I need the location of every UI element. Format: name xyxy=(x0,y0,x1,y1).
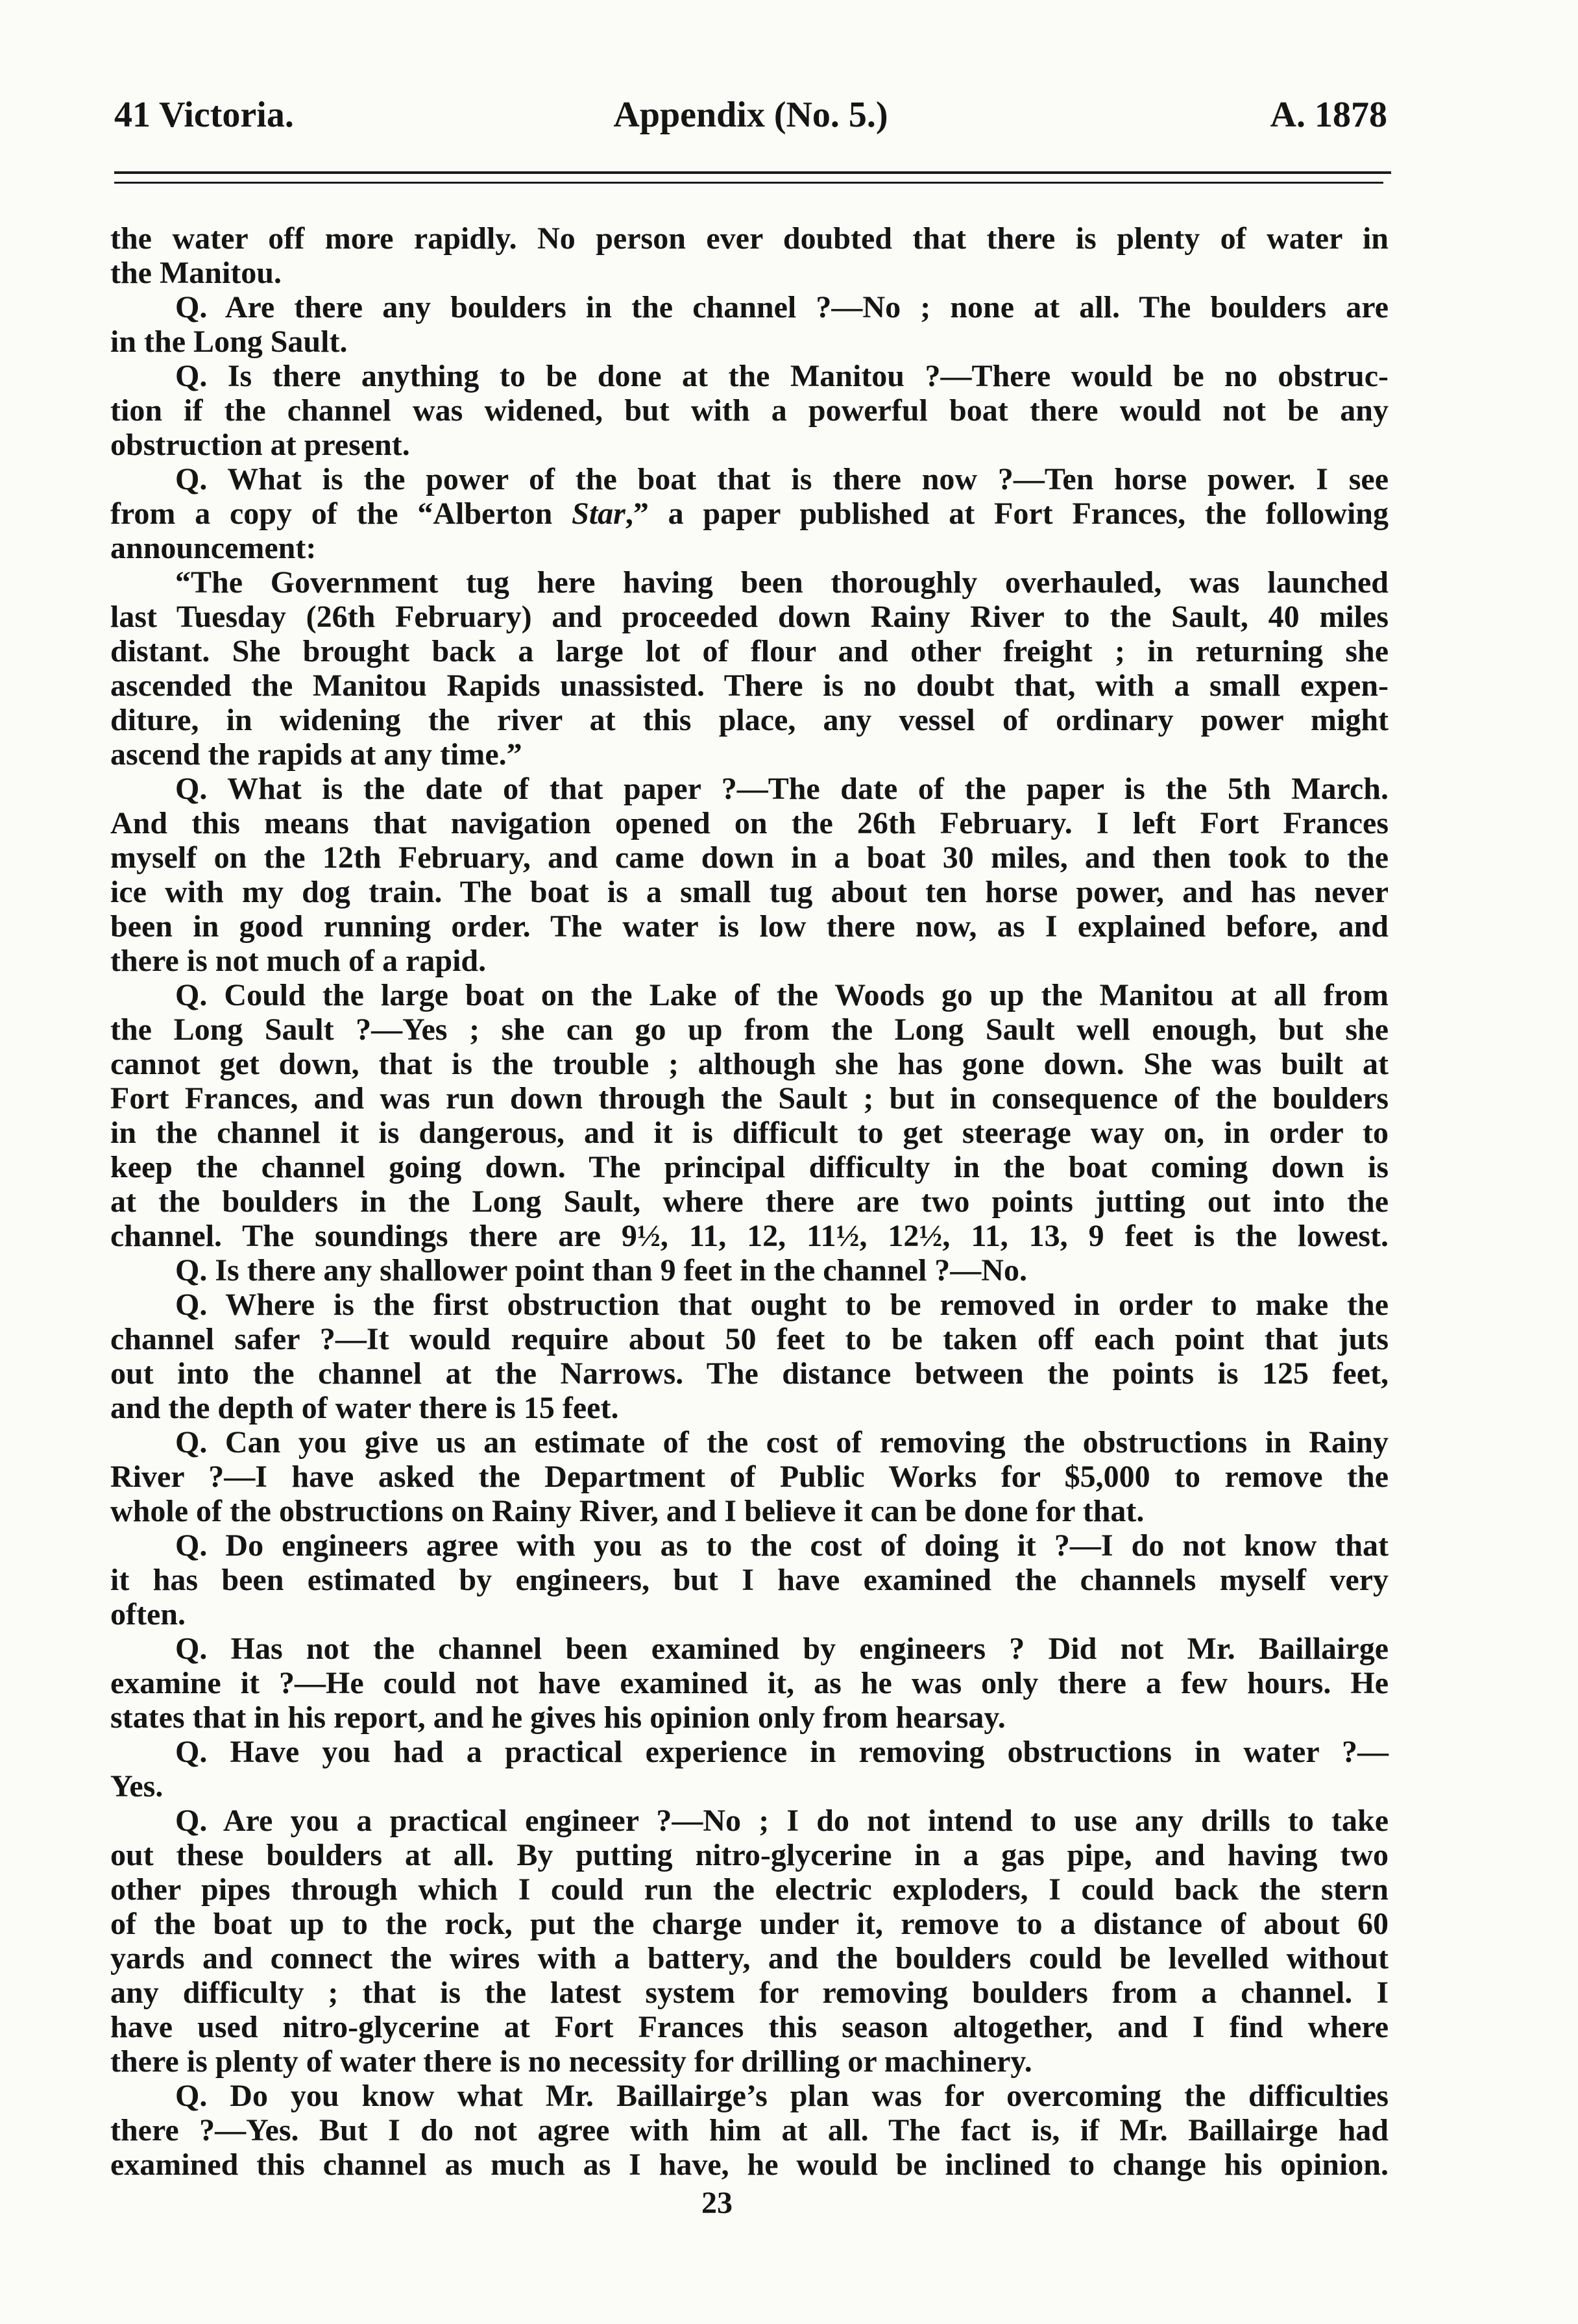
question-answer-paragraph xyxy=(110,290,1389,359)
text-line: Fort Frances, and was run down through the Sault ; but in consequence of the boulders xyxy=(110,1081,1389,1116)
text-line: have used nitro-glycerine at Fort Frances this season altogether, and I find where xyxy=(110,2010,1389,2044)
question-answer-paragraph xyxy=(110,978,1389,1253)
text-line: often. xyxy=(110,1597,186,1632)
text-line: Q. Has not the channel been examined by engineers ? Did not Mr. Baillairge xyxy=(175,1632,1389,1666)
text-line: states that in his report, and he gives his opinion only from hearsay. xyxy=(110,1700,1006,1735)
text-line: of the boat up to the rock, put the charge under it, remove to a distance of about 60 xyxy=(110,1907,1389,1941)
text-line: obstruction at present. xyxy=(110,428,410,462)
text-line: whole of the obstructions on Rainy River, and I believe it can be done for that. xyxy=(110,1494,1145,1528)
text-line: the water off more rapidly. No person ever doubted that there is plenty of water in xyxy=(110,221,1389,256)
text-line: the Manitou. xyxy=(110,256,282,290)
question-answer-paragraph xyxy=(110,2079,1389,2182)
text-line: “The Government tug here having been thoroughly overhauled, was launched xyxy=(175,565,1389,600)
text-line: Q. Do you know what Mr. Baillairge’s plan was for overcoming the difficulties xyxy=(175,2079,1389,2113)
text-line: Q. Is there any shallower point than 9 feet in the channel ?—No. xyxy=(175,1253,1027,1288)
text-line: Q. Are you a practical engineer ?—No ; I do not intend to use any drills to take xyxy=(175,1804,1389,1838)
text-line: last Tuesday (26th February) and proceeded down Rainy River to the Sault, 40 miles xyxy=(110,600,1389,634)
question-answer-paragraph xyxy=(110,1288,1389,1425)
text-line: there is plenty of water there is no necessity for drilling or machinery. xyxy=(110,2044,1032,2079)
text-line: Q. Where is the first obstruction that ought to be removed in order to make the xyxy=(175,1288,1389,1322)
newspaper-title: Star xyxy=(572,496,625,531)
text-run: ,” a paper published at Fort Frances, the following xyxy=(625,496,1389,531)
text-line: other pipes through which I could run the electric exploders, I could back the stern xyxy=(110,1872,1389,1907)
text-line: distant. She brought back a large lot of flour and other freight ; in returning she xyxy=(110,634,1389,668)
text-line: out into the channel at the Narrows. The distance between the points is 125 feet, xyxy=(110,1356,1389,1391)
continued-paragraph xyxy=(110,221,1389,290)
page-number: 23 xyxy=(701,2186,733,2220)
text-line: Q. Can you give us an estimate of the cost of removing the obstructions in Rainy xyxy=(175,1425,1389,1460)
text-line: keep the channel going down. The principal difficulty in the boat coming down is xyxy=(110,1150,1389,1184)
running-head-session: 41 Victoria. xyxy=(114,95,294,135)
quoted-newspaper-passage xyxy=(110,565,1389,772)
text-line: Q. What is the date of that paper ?—The date of the paper is the 5th March. xyxy=(175,772,1389,806)
text-line: ice with my dog train. The boat is a small tug about ten horse power, and has never xyxy=(110,875,1389,909)
text-line: there ?—Yes. But I do not agree with him at all. The fact is, if Mr. Baillairge had xyxy=(110,2113,1389,2147)
question-answer-paragraph xyxy=(110,1735,1389,1804)
question-answer-paragraph xyxy=(110,772,1389,978)
text-line: River ?—I have asked the Department of Public Works for $5,000 to remove the xyxy=(110,1460,1389,1494)
running-head-title: Appendix (No. 5.) xyxy=(613,95,888,135)
text-line: And this means that navigation opened on the 26th February. I left Fort Frances xyxy=(110,806,1389,840)
text-line: Q. What is the power of the boat that is there now ?—Ten horse power. I see xyxy=(175,462,1389,496)
text-line: out these boulders at all. By putting nitro-glycerine in a gas pipe, and having two xyxy=(110,1838,1389,1872)
text-line: tion if the channel was widened, but with a powerful boat there would not be any xyxy=(110,393,1389,428)
text-line: examine it ?—He could not have examined it, as he was only there a few hours. He xyxy=(110,1666,1389,1700)
running-head-year: A. 1878 xyxy=(1270,95,1387,135)
question-answer-paragraph xyxy=(110,1632,1389,1735)
text-line: channel. The soundings there are 9½, 11, 12, 11½, 12½, 11, 13, 9 feet is the lowest. xyxy=(110,1219,1389,1253)
text-line: ascend the rapids at any time.” xyxy=(110,737,522,772)
question-answer-paragraph xyxy=(110,1804,1389,2079)
question-answer-paragraph xyxy=(110,462,1389,565)
text-line: in the Long Sault. xyxy=(110,324,348,359)
text-line: Q. Are there any boulders in the channel ?—No ; none at all. The boulders are xyxy=(175,290,1389,324)
question-answer-paragraph xyxy=(110,1253,1389,1288)
text-line: announcement: xyxy=(110,531,317,565)
text-line: in the channel it is dangerous, and it is difficult to get steerage way on, in order to xyxy=(110,1116,1389,1150)
body-text xyxy=(110,221,1389,2182)
text-line: Q. Is there anything to be done at the Manitou ?—There would be no obstruc- xyxy=(175,359,1389,393)
text-line: been in good running order. The water is low there now, as I explained before, and xyxy=(110,909,1389,944)
running-head xyxy=(114,93,1387,136)
text-line: ascended the Manitou Rapids unassisted. There is no doubt that, with a small expen- xyxy=(110,668,1389,703)
text-line: Q. Could the large boat on the Lake of the Woods go up the Manitou at all from xyxy=(175,978,1389,1012)
question-answer-paragraph xyxy=(110,1425,1389,1528)
question-answer-paragraph xyxy=(110,1528,1389,1632)
text-line: Q. Do engineers agree with you as to the cost of doing it ?—I do not know that xyxy=(175,1528,1389,1563)
text-line: it has been estimated by engineers, but I have examined the channels myself very xyxy=(110,1563,1389,1597)
text-line: any difficulty ; that is the latest system for removing boulders from a channel. I xyxy=(110,1975,1389,2010)
text-line: channel safer ?—It would require about 50 feet to be taken off each point that juts xyxy=(110,1322,1389,1356)
text-run: from a copy of the “Alberton xyxy=(110,496,572,531)
text-line: Yes. xyxy=(110,1769,164,1804)
text-line: myself on the 12th February, and came down in a boat 30 miles, and then took to the xyxy=(110,840,1389,875)
text-line: and the depth of water there is 15 feet. xyxy=(110,1391,619,1425)
text-line: diture, in widening the river at this place, any vessel of ordinary power might xyxy=(110,703,1389,737)
text-line: at the boulders in the Long Sault, where there are two points jutting out into the xyxy=(110,1184,1389,1219)
question-answer-paragraph xyxy=(110,359,1389,462)
header-rule-bottom xyxy=(114,182,1383,184)
text-line: the Long Sault ?—Yes ; she can go up from the Long Sault well enough, but she xyxy=(110,1012,1389,1047)
header-rule-top xyxy=(114,171,1391,174)
text-line: cannot get down, that is the trouble ; although she has gone down. She was built at xyxy=(110,1047,1389,1081)
text-line: examined this channel as much as I have, he would be inclined to change his opinion. xyxy=(110,2147,1389,2182)
text-line: yards and connect the wires with a battery, and the boulders could be levelled without xyxy=(110,1941,1389,1975)
text-line: Q. Have you had a practical experience in removing obstructions in water ?— xyxy=(175,1735,1389,1769)
text-line xyxy=(110,496,1389,531)
text-line: there is not much of a rapid. xyxy=(110,944,487,978)
